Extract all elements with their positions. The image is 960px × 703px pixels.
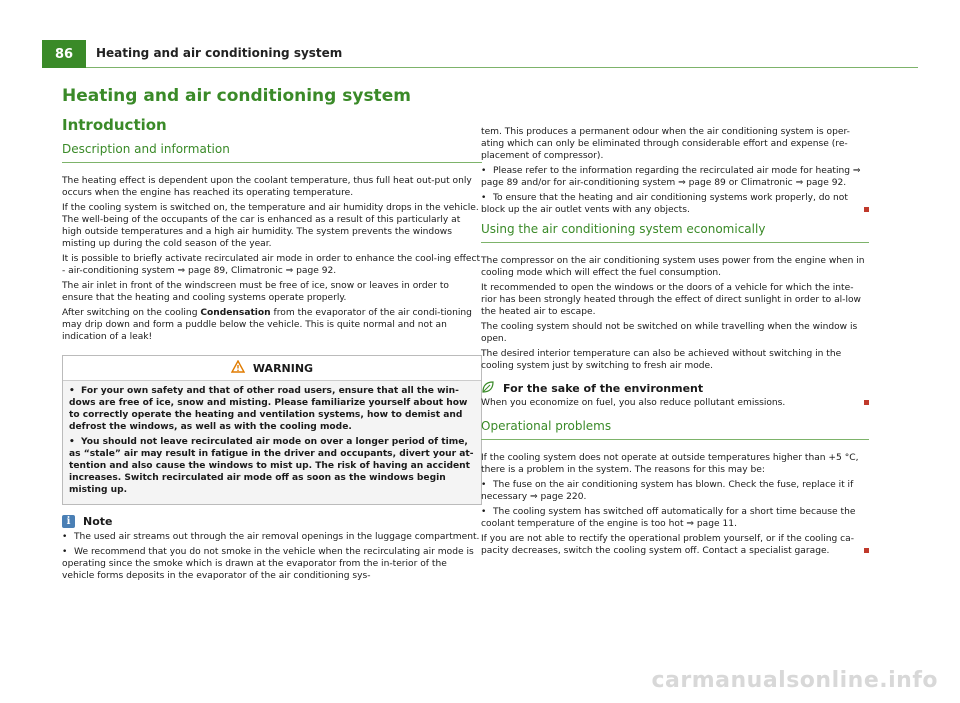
- bullet-dot-icon: •: [69, 386, 75, 396]
- note-title: Note: [83, 515, 113, 528]
- bullet-dot-icon: •: [481, 507, 487, 517]
- warning-bullet: [69, 436, 475, 496]
- leaf-icon: [481, 380, 495, 397]
- problem-bullet-text: The cooling system has switched off automatically for a short time because the coolant temperature of the engine is too hot ⇒ page 11.: [481, 507, 856, 529]
- note-bullet: [62, 531, 482, 543]
- note-body: [62, 531, 482, 582]
- header-rule: [86, 67, 918, 68]
- section-heading-economy: Using the air conditioning system economically: [481, 222, 869, 243]
- section-end-marker-icon: [864, 400, 869, 405]
- note-bullet: [62, 546, 482, 582]
- paragraph: The heating effect is dependent upon the coolant temperature, thus full heat out-put only occurs when the engine has reached its operating temperature.: [62, 176, 472, 198]
- section-heading-description: Description and information: [62, 142, 482, 163]
- condensation-text-after: from the evaporator of the air condi-tioning may drip down and form a puddle below the vehicle. This is quite normal and not an indication of a leak!: [62, 308, 472, 342]
- paragraph: The cooling system should not be switched on while travelling when the window is open.: [481, 322, 858, 344]
- environment-text-content: When you economize on fuel, you also reduce pollutant emissions.: [481, 398, 786, 408]
- page-number: 86: [42, 40, 86, 68]
- note-bullet-text: Please refer to the information regarding the recirculated air mode for heating ⇒ page 89 and/or for air-conditioning system ⇒ page 89 or Climatronic ⇒ page 92.: [481, 166, 861, 188]
- paragraph: The desired interior temperature can also be achieved without switching in the cooling system just by switching to fresh air mode.: [481, 349, 842, 371]
- paragraph: The compressor on the air conditioning system uses power from the engine when in cooling mode which will effect the fuel consumption.: [481, 256, 865, 278]
- warning-triangle-icon: [231, 360, 245, 376]
- environment-text: [481, 397, 869, 409]
- bullet-dot-icon: •: [62, 532, 68, 542]
- note-header: [62, 515, 482, 528]
- condensation-keyword: Condensation: [200, 308, 271, 318]
- bullet-dot-icon: •: [69, 437, 75, 447]
- note-bullet-text: The used air streams out through the air removal openings in the luggage compartment.: [74, 532, 480, 542]
- section-heading-problems: Operational problems: [481, 419, 869, 440]
- bullet-dot-icon: •: [481, 480, 487, 490]
- bullet-dot-icon: •: [62, 547, 68, 557]
- environment-header: [481, 380, 869, 397]
- warning-body: [63, 381, 481, 504]
- paragraph: It is possible to briefly activate recirculated air mode in order to enhance the cool-ing effect - air-conditioning system ⇒ page 89, Climatronic ⇒ page 92.: [62, 254, 481, 276]
- chapter-title: Heating and air conditioning system: [62, 86, 411, 106]
- note-bullet-text: We recommend that you do not smoke in the vehicle when the recirculating air mode is operating since the smoke which is drawn at the evaporator from the in-terior of the vehicle forms deposits in the evaporator of the air conditioning sys-: [62, 547, 474, 581]
- watermark-text: carmanualsonline.info: [651, 668, 938, 693]
- warning-header: [63, 356, 481, 381]
- bullet-dot-icon: •: [481, 166, 487, 176]
- environment-title: For the sake of the environment: [503, 382, 704, 395]
- continued-paragraph: tem. This produces a permanent odour when the air conditioning system is oper-ating which can only be eliminated through considerable effort and expense (re-placement of compressor).: [481, 127, 850, 161]
- info-icon: i: [62, 515, 75, 528]
- bullet-dot-icon: •: [481, 193, 487, 203]
- section-end-marker-icon: [864, 207, 869, 212]
- closing-text: If you are not able to rectify the operational problem yourself, or if the cooling ca-pacity decreases, switch the cooling system off. Contact a specialist garage.: [481, 534, 855, 556]
- note-bullet: [481, 192, 869, 216]
- condensation-paragraph: [62, 307, 482, 343]
- running-header-title: Heating and air conditioning system: [96, 46, 343, 60]
- problem-bullet: [481, 479, 869, 503]
- paragraph: It recommended to open the windows or the doors of a vehicle for which the inte-rior has been strongly heated through the effect of direct sunlight in order to al-low the heated air to escape.: [481, 283, 861, 317]
- warning-title: WARNING: [252, 361, 314, 375]
- problem-bullet-text: The fuse on the air conditioning system has blown. Check the fuse, replace it if necessary ⇒ page 220.: [481, 480, 854, 502]
- note-bullet-text: To ensure that the heating and air conditioning systems work properly, do not block up the air outlet vents with any objects.: [481, 193, 848, 215]
- problem-bullet: [481, 506, 869, 530]
- section-end-marker-icon: [864, 548, 869, 553]
- warning-bullet-text: For your own safety and that of other road users, ensure that all the win-dows are free of ice, snow and misting. Please familiarize yourself about how to correctly operate the heating and ventilation systems, how to demist and defrost the windows, as well as with the cooling mode.: [69, 386, 468, 432]
- left-column: [62, 86, 482, 585]
- warning-bullet-text: You should not leave recirculated air mode on over a longer period of time, as “stale” air may result in fatigue in the driver and occupants, divert your at-tention and also cause the windows to mist up. The risk of having an accident increases. Switch recirculated air mode off as soon as the windows begin misting up.: [69, 437, 474, 495]
- paragraph: If the cooling system is switched on, the temperature and air humidity drops in the vehicle. The well-being of the occupants of the car is enhanced as a result of this particularly at high outside temperatures and a high air humidity. The system prevents the windows misting up during the cold season of the year.: [62, 203, 479, 249]
- right-column: [481, 126, 869, 560]
- condensation-text-before: After switching on the cooling: [62, 308, 201, 318]
- note-bullet: [481, 165, 869, 189]
- paragraph: The air inlet in front of the windscreen must be free of ice, snow or leaves in order to ensure that the heating and cooling systems operate properly.: [62, 281, 449, 303]
- paragraph: If the cooling system does not operate at outside temperatures higher than +5 °C, there is a problem in the system. The reasons for this may be:: [481, 453, 859, 475]
- introduction-heading: Introduction: [62, 116, 167, 134]
- warning-bullet: [69, 385, 475, 433]
- warning-box: [62, 355, 482, 505]
- paragraph: [481, 533, 869, 557]
